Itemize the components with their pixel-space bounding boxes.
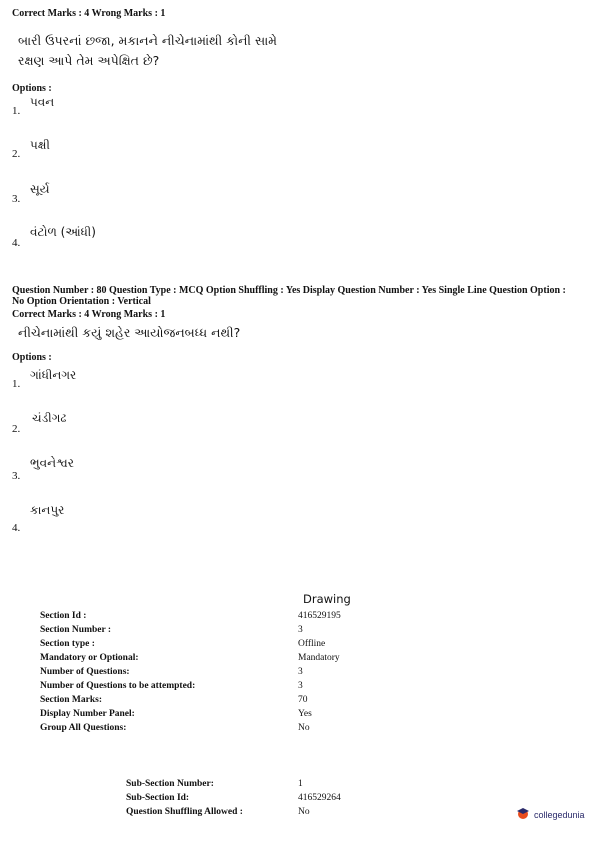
section-row-label: Section Number : xyxy=(40,625,112,635)
q1-option-2-text: પક્ષી xyxy=(30,138,50,152)
section-row-value: No xyxy=(298,723,310,733)
collegedunia-logo xyxy=(516,806,585,825)
q1-options-label: Options : xyxy=(12,83,52,94)
q1-text-line2: રક્ષણ આપે તેમ અપેક્ષિત છે? xyxy=(18,53,160,68)
section-row-value: Offline xyxy=(298,639,326,649)
section-row-label: Mandatory or Optional: xyxy=(40,653,139,663)
section-row-label: Group All Questions: xyxy=(40,723,127,733)
q2-marks: Correct Marks : 4 Wrong Marks : 1 xyxy=(12,309,166,320)
section-row-value: 3 xyxy=(298,625,303,635)
q2-options-label: Options : xyxy=(12,352,52,363)
q2-option-4-number: 4. xyxy=(12,522,21,534)
q1-option-2-number: 2. xyxy=(12,148,21,160)
subsection-row-value: No xyxy=(298,807,310,817)
q1-marks: Correct Marks : 4 Wrong Marks : 1 xyxy=(12,8,166,19)
q2-option-2-text: ચંડીગઢ xyxy=(32,411,67,425)
q1-text-line1: બારી ઉપરનાં છજા, મકાનને નીચેનામાંથી કોની સામે xyxy=(18,33,277,48)
section-row-label: Number of Questions to be attempted: xyxy=(40,681,196,691)
graduate-cap-icon xyxy=(516,806,530,825)
q1-option-1-text: પવન xyxy=(30,95,55,109)
section-row-label: Section Marks: xyxy=(40,695,103,705)
q1-option-4-number: 4. xyxy=(12,237,21,249)
q1-option-3-text: સૂર્ય xyxy=(30,182,50,196)
section-row-label: Display Number Panel: xyxy=(40,709,135,719)
section-row-value: 3 xyxy=(298,667,303,677)
subsection-row-label: Question Shuffling Allowed : xyxy=(126,807,243,817)
q2-option-3-number: 3. xyxy=(12,470,21,482)
section-row-value: Mandatory xyxy=(298,653,340,663)
q1-option-1-number: 1. xyxy=(12,105,21,117)
subsection-row-label: Sub-Section Id: xyxy=(126,793,190,803)
subsection-row-label: Sub-Section Number: xyxy=(126,779,214,789)
section-row-label: Section Id : xyxy=(40,611,87,621)
collegedunia-brand-text: collegedunia xyxy=(534,810,585,820)
q2-option-3-text: ભુવનેશ્વર xyxy=(30,456,74,470)
q1-option-3-number: 3. xyxy=(12,193,21,205)
q2-option-1-text: ગાંધીનગર xyxy=(30,368,77,382)
subsection-row-value: 416529264 xyxy=(298,793,341,803)
section-row-value: Yes xyxy=(298,709,312,719)
q2-text: નીચેનામાંથી કયું શહેર આયોજનબધ્ધ નથી? xyxy=(18,325,241,340)
q2-option-2-number: 2. xyxy=(12,423,21,435)
section-title: Drawing xyxy=(303,592,351,606)
section-row-value: 70 xyxy=(298,695,308,705)
q2-option-1-number: 1. xyxy=(12,378,21,390)
q2-header-line1: Question Number : 80 Question Type : MCQ Option Shuffling : Yes Display Question Number : Yes Single Line Question Option : xyxy=(12,285,566,296)
q2-header-line2: No Option Orientation : Vertical xyxy=(12,296,151,307)
section-row-label: Number of Questions: xyxy=(40,667,130,677)
subsection-row-value: 1 xyxy=(298,779,303,789)
section-row-value: 416529195 xyxy=(298,611,341,621)
q2-option-4-text: કાનપુર xyxy=(30,503,65,517)
section-row-value: 3 xyxy=(298,681,303,691)
section-row-label: Section type : xyxy=(40,639,95,649)
q1-option-4-text: વંટોળ (આંધી) xyxy=(30,225,96,239)
